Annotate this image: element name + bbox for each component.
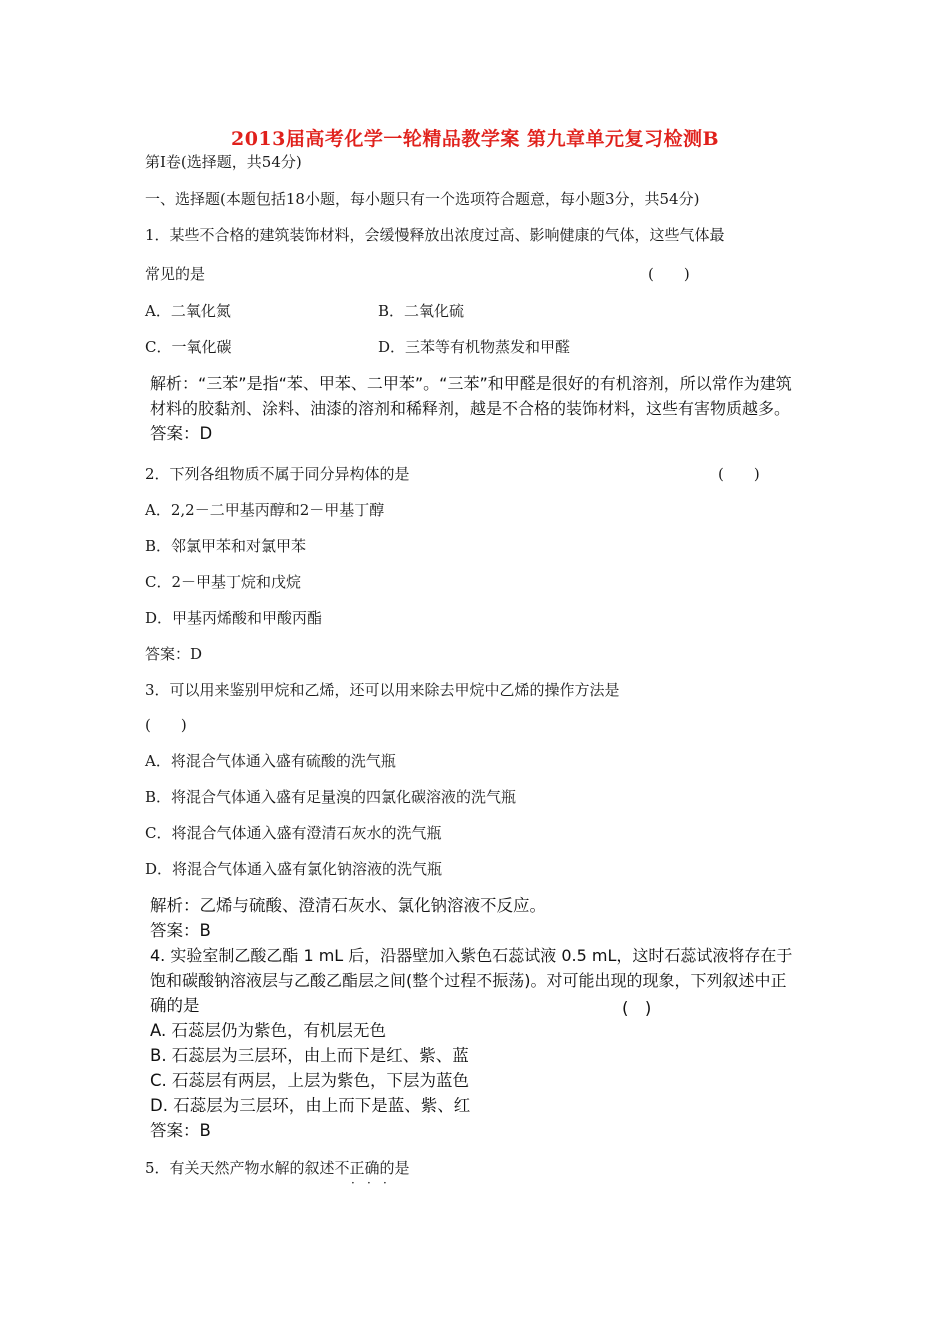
question-4-stem-line3: 确的是 bbox=[150, 996, 200, 1015]
page-title: 2013届高考化学一轮精品教学案 第九章单元复习检测B bbox=[230, 128, 720, 150]
question-3-option-d: D．将混合气体通入盛有氯化钠溶液的洗气瓶 bbox=[145, 860, 443, 878]
question-3-option-a: A．将混合气体通入盛有硫酸的洗气瓶 bbox=[145, 752, 396, 770]
question-4-bracket: ( ) bbox=[622, 999, 652, 1018]
question-5-stem: 5．有关天然产物水解的叙述不正确的是 bbox=[145, 1159, 410, 1177]
emphasis-dot: · bbox=[383, 1176, 387, 1190]
question-3-stem: 3．可以用来鉴别甲烷和乙烯，还可以用来除去甲烷中乙烯的操作方法是 bbox=[145, 681, 620, 699]
question-1-bracket: ( ) bbox=[648, 265, 690, 283]
question-4-stem-line1: 4. 实验室制乙酸乙酯 1 mL 后，沿器壁加入紫色石蕊试液 0.5 mL，这时石蕊试液将存在于 bbox=[150, 946, 793, 965]
question-1-answer: 答案：D bbox=[150, 424, 213, 443]
question-3-option-b: B．将混合气体通入盛有足量溴的四氯化碳溶液的洗气瓶 bbox=[145, 788, 517, 806]
question-1-option-d: D．三苯等有机物蒸发和甲醛 bbox=[378, 338, 571, 356]
question-3-answer: 答案：B bbox=[150, 921, 211, 940]
question-1-option-a: A．二氧化氮 bbox=[145, 302, 231, 320]
section-header: 第Ⅰ卷(选择题，共54分) bbox=[145, 153, 302, 171]
question-4-answer: 答案：B bbox=[150, 1121, 211, 1140]
question-3-bracket: ( ) bbox=[145, 716, 187, 734]
question-2-stem: 2．下列各组物质不属于同分异构体的是 bbox=[145, 465, 410, 483]
question-2-bracket: ( ) bbox=[718, 465, 760, 483]
question-4-stem-line2: 饱和碳酸钠溶液层与乙酸乙酯层之间(整个过程不振荡)。对可能出现的现象，下列叙述中正 bbox=[150, 971, 787, 990]
question-4-option-b: B. 石蕊层为三层环，由上而下是红、紫、蓝 bbox=[150, 1046, 469, 1065]
section-intro: 一、选择题(本题包括18小题，每小题只有一个选项符合题意，每小题3分，共54分) bbox=[145, 190, 700, 208]
question-3-option-c: C．将混合气体通入盛有澄清石灰水的洗气瓶 bbox=[145, 824, 442, 842]
question-4-option-a: A. 石蕊层仍为紫色，有机层无色 bbox=[150, 1021, 386, 1040]
question-2-option-a: A．2,2－二甲基丙醇和2－甲基丁醇 bbox=[145, 501, 385, 519]
question-4-option-d: D. 石蕊层为三层环，由上而下是蓝、紫、红 bbox=[150, 1096, 471, 1115]
question-1-option-b: B．二氧化硫 bbox=[378, 302, 465, 320]
question-1-analysis-line1: 解析：“三苯”是指“苯、甲苯、二甲苯”。“三苯”和甲醛是很好的有机溶剂，所以常作为建筑 bbox=[150, 374, 792, 393]
emphasis-dot: · bbox=[351, 1176, 355, 1190]
emphasis-dot: · bbox=[367, 1176, 371, 1190]
question-4-option-c: C. 石蕊层有两层，上层为紫色，下层为蓝色 bbox=[150, 1071, 470, 1090]
question-1-stem-line2: 常见的是 bbox=[145, 265, 206, 283]
question-2-option-b: B．邻氯甲苯和对氯甲苯 bbox=[145, 537, 307, 555]
question-3-analysis: 解析：乙烯与硫酸、澄清石灰水、氯化钠溶液不反应。 bbox=[150, 896, 546, 915]
question-2-option-d: D．甲基丙烯酸和甲酸丙酯 bbox=[145, 609, 323, 627]
question-1-stem-line1: 1．某些不合格的建筑装饰材料，会缓慢释放出浓度过高、影响健康的气体，这些气体最 bbox=[145, 226, 725, 244]
question-1-analysis-line2: 材料的胶黏剂、涂料、油漆的溶剂和稀释剂，越是不合格的装饰材料，这些有害物质越多。 bbox=[150, 399, 791, 418]
question-2-option-c: C．2－甲基丁烷和戊烷 bbox=[145, 573, 302, 591]
question-1-option-c: C．一氧化碳 bbox=[145, 338, 232, 356]
question-2-answer: 答案：D bbox=[145, 645, 203, 663]
